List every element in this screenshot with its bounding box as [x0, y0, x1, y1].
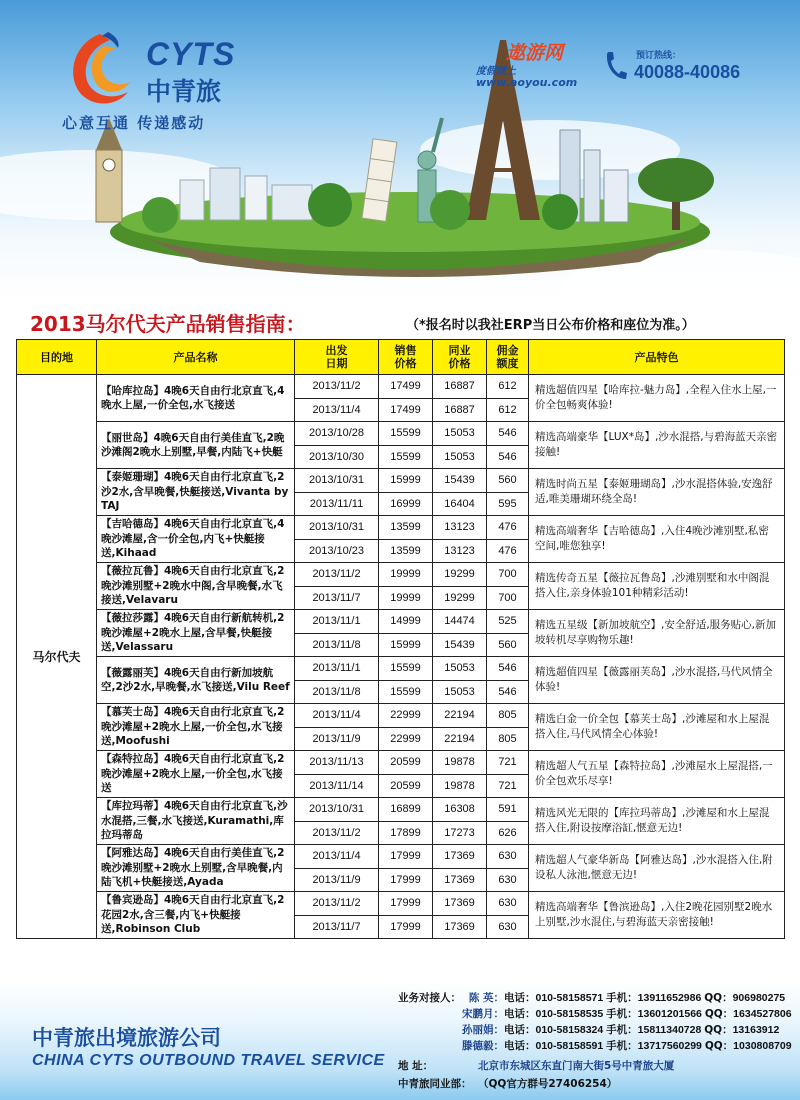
product-name-cell: 【泰姬珊瑚】4晚6天自由行北京直飞,2沙2水,含早晚餐,快艇接送,Vivanta by TAJ	[97, 469, 295, 516]
commission-cell: 525	[487, 610, 529, 634]
peer-price-cell: 17369	[433, 868, 487, 892]
header-banner	[0, 0, 800, 300]
contact-phone: 010-58158324	[535, 1024, 607, 1036]
product-name-cell: 【吉哈德岛】4晚6天自由行北京直飞,4晚沙滩屋,含一价全包,内飞+快艇接送,Kihaad	[97, 516, 295, 563]
product-name-cell: 【哈库拉岛】4晚6天自由行北京直飞,4晚水上屋,一价全包,水飞接送	[97, 375, 295, 422]
slogan: 心意互通 传递感动	[62, 114, 206, 132]
phone-icon	[602, 50, 628, 84]
product-feature-cell: 精选超值四星【哈库拉-魅力岛】,全程入住水上屋,一价全包畅爽体验!	[529, 375, 785, 422]
sale-price-cell: 19999	[379, 563, 433, 587]
skyscraper	[604, 170, 628, 222]
phone-label: 电话：	[504, 992, 536, 1004]
contact-name: 滕德毅：	[462, 1040, 504, 1052]
product-feature-cell: 精选风光无限的【库拉玛蒂岛】,沙滩屋和水上屋混搭入住,附设按摩浴缸,惬意无边!	[529, 798, 785, 845]
tree-shape	[542, 194, 578, 230]
aoyou-tagline: 度假就上	[476, 66, 516, 77]
sale-price-cell: 17499	[379, 398, 433, 422]
header-sale-price: 销售 价格	[379, 340, 433, 375]
commission-cell: 476	[487, 539, 529, 563]
departure-date-cell: 2013/11/1	[295, 610, 379, 634]
product-name-cell: 【丽世岛】4晚6天自由行美佳直飞,2晚沙滩阁2晚水上别墅,早餐,内陆飞+快艇	[97, 422, 295, 469]
sale-price-cell: 15599	[379, 422, 433, 446]
sale-price-cell: 22999	[379, 704, 433, 728]
contact-row	[398, 1038, 792, 1053]
tree-shape	[142, 197, 178, 233]
qq-label: QQ：	[704, 1040, 734, 1052]
peer-price-cell: 22194	[433, 704, 487, 728]
contact-phone: 010-58158591	[535, 1040, 607, 1052]
contact-qq: 906980275	[732, 992, 786, 1004]
contact-mobile: 13717560299	[637, 1040, 705, 1052]
product-feature-cell: 精选高端豪华【LUX*岛】,沙水混搭,与碧海蓝天亲密接触!	[529, 422, 785, 469]
phone-label: 电话：	[504, 1040, 536, 1052]
aoyou-brand: 遨游网	[506, 42, 564, 64]
product-name-cell: 【库拉玛蒂】4晚6天自由行北京直飞,沙水混搭,三餐,水飞接送,Kuramathi,库拉玛蒂岛	[97, 798, 295, 845]
table-row	[17, 845, 785, 869]
baobab-canopy	[638, 158, 714, 202]
table-row	[17, 375, 785, 399]
mobile-label: 手机：	[606, 992, 638, 1004]
peer-price-cell: 17369	[433, 845, 487, 869]
tree-shape	[308, 183, 352, 227]
departure-date-cell: 2013/11/13	[295, 751, 379, 775]
product-feature-cell: 精选高端奢华【吉哈德岛】,入住4晚沙滩别墅,私密空间,唯您独享!	[529, 516, 785, 563]
aoyou-promo	[468, 38, 788, 96]
sale-price-cell: 15599	[379, 680, 433, 704]
sale-price-cell: 14999	[379, 610, 433, 634]
hotline-label: 预订热线：	[636, 51, 682, 61]
sale-price-cell: 15999	[379, 633, 433, 657]
sale-price-cell: 15999	[379, 469, 433, 493]
peer-price-cell: 15439	[433, 633, 487, 657]
commission-cell: 546	[487, 445, 529, 469]
sale-price-cell: 17899	[379, 821, 433, 845]
group-label: 中青旅同业部：	[398, 1078, 472, 1090]
table-row	[17, 751, 785, 775]
table-header-row	[17, 340, 785, 375]
departure-date-cell: 2013/11/2	[295, 821, 379, 845]
peer-price-cell: 17369	[433, 915, 487, 939]
group-value: （QQ官方群号27406254）	[478, 1078, 618, 1090]
peer-price-cell: 19878	[433, 751, 487, 775]
table-row	[17, 610, 785, 634]
product-name-cell: 【薇露丽芙】4晚6天自由行新加坡航空,2沙2水,早晚餐,水飞接送,Vilu Reef	[97, 657, 295, 704]
address-row	[398, 1058, 674, 1073]
peer-price-cell: 16308	[433, 798, 487, 822]
table-row	[17, 657, 785, 681]
sale-price-cell: 17999	[379, 868, 433, 892]
phone-label: 电话：	[504, 1024, 536, 1036]
commission-cell: 595	[487, 492, 529, 516]
commission-cell: 612	[487, 398, 529, 422]
product-feature-cell: 精选超人气豪华新岛【阿雅达岛】,沙水混搭入住,附设私人泳池,惬意无边!	[529, 845, 785, 892]
building-shape	[210, 168, 240, 220]
departure-date-cell: 2013/11/8	[295, 633, 379, 657]
commission-cell: 700	[487, 563, 529, 587]
commission-cell: 476	[487, 516, 529, 540]
sale-price-cell: 19999	[379, 586, 433, 610]
peer-price-cell: 13123	[433, 539, 487, 563]
sale-price-cell: 17999	[379, 892, 433, 916]
hotline-number[interactable]: 40088-40086	[634, 62, 741, 82]
sale-price-cell: 22999	[379, 727, 433, 751]
header-product: 产品名称	[97, 340, 295, 375]
departure-date-cell: 2013/10/31	[295, 798, 379, 822]
header-destination: 目的地	[17, 340, 97, 375]
departure-date-cell: 2013/11/2	[295, 563, 379, 587]
product-name-cell: 【森特拉岛】4晚6天自由行北京直飞,2晚沙滩屋+2晚水上屋,一价全包,水飞接送	[97, 751, 295, 798]
contact-name: 宋鹏月：	[462, 1008, 504, 1020]
product-name-cell: 【慕芙士岛】4晚6天自由行北京直飞,2晚沙滩屋+2晚水上屋,一价全包,水飞接送,Moofushi	[97, 704, 295, 751]
product-table	[16, 339, 785, 939]
peer-price-cell: 15053	[433, 657, 487, 681]
aoyou-url[interactable]: www.aoyou.com	[476, 76, 578, 89]
commission-cell: 721	[487, 751, 529, 775]
destination-cell: 马尔代夫	[17, 375, 97, 939]
big-ben-clock	[103, 159, 115, 171]
contact-mobile: 13601201566	[637, 1008, 705, 1020]
contact-name: 陈 英：	[468, 992, 504, 1004]
qq-label: QQ：	[704, 1024, 733, 1036]
header-date: 出发 日期	[295, 340, 379, 375]
product-feature-cell: 精选超值四星【薇露丽芙岛】,沙水混搭,马代风情全体验!	[529, 657, 785, 704]
sale-price-cell: 16899	[379, 798, 433, 822]
page-title: 2013马尔代夫产品销售指南：	[30, 312, 306, 336]
product-feature-cell: 精选传奇五星【薇拉瓦鲁岛】,沙滩别墅和水中阁混搭入住,亲身体验101种精彩活动!	[529, 563, 785, 610]
contact-qq: 1030808709	[733, 1040, 792, 1052]
contact-phone: 010-58158571	[535, 992, 607, 1004]
commission-cell: 630	[487, 915, 529, 939]
peer-price-cell: 15053	[433, 680, 487, 704]
commission-cell: 626	[487, 821, 529, 845]
product-name-cell: 【阿雅达岛】4晚6天自由行美佳直飞,2晚沙滩别墅+2晚水上别墅,含早晚餐,内陆飞机+快艇接送,Ayada	[97, 845, 295, 892]
peer-price-cell: 15053	[433, 422, 487, 446]
peer-price-cell: 15439	[433, 469, 487, 493]
departure-date-cell: 2013/10/23	[295, 539, 379, 563]
departure-date-cell: 2013/10/30	[295, 445, 379, 469]
sale-price-cell: 17499	[379, 375, 433, 399]
peer-price-cell: 19299	[433, 563, 487, 587]
qq-label: QQ：	[704, 1008, 734, 1020]
header-commission: 佣金 额度	[487, 340, 529, 375]
peer-price-cell: 22194	[433, 727, 487, 751]
footer	[0, 982, 800, 1100]
skyscraper	[584, 150, 600, 222]
commission-cell: 630	[487, 845, 529, 869]
sale-price-cell: 16999	[379, 492, 433, 516]
departure-date-cell: 2013/11/4	[295, 845, 379, 869]
phone-label: 电话：	[504, 1008, 536, 1020]
product-feature-cell: 精选时尚五星【泰姬珊瑚岛】,沙水混搭体验,安逸舒适,唯美珊瑚环绕全岛!	[529, 469, 785, 516]
qq-label: QQ：	[704, 992, 733, 1004]
peer-price-cell: 19878	[433, 774, 487, 798]
contact-phone: 010-58158535	[535, 1008, 607, 1020]
departure-date-cell: 2013/11/2	[295, 892, 379, 916]
peer-price-cell: 16887	[433, 375, 487, 399]
departure-date-cell: 2013/11/7	[295, 586, 379, 610]
table-row	[17, 892, 785, 916]
company-name-en: CHINA CYTS OUTBOUND TRAVEL SERVICE	[32, 1052, 385, 1069]
sale-price-cell: 15599	[379, 657, 433, 681]
departure-date-cell: 2013/11/1	[295, 657, 379, 681]
contact-label: 业务对接人：	[398, 992, 461, 1004]
contact-mobile: 15811340728	[637, 1024, 705, 1036]
sale-price-cell: 20599	[379, 751, 433, 775]
contact-name: 孙丽娟：	[462, 1024, 504, 1036]
peer-price-cell: 15053	[433, 445, 487, 469]
product-name-cell: 【薇拉瓦鲁】4晚6天自由行北京直飞,2晚沙滩别墅+2晚水中阁,含早晚餐,水飞接送,Velavaru	[97, 563, 295, 610]
title-row	[30, 308, 800, 338]
sale-price-cell: 15599	[379, 445, 433, 469]
logo-english: CYTS	[146, 36, 236, 72]
departure-date-cell: 2013/11/2	[295, 375, 379, 399]
peer-price-cell: 17273	[433, 821, 487, 845]
mobile-label: 手机：	[606, 1040, 638, 1052]
contact-qq: 13163912	[732, 1024, 780, 1036]
product-name-cell: 【鲁宾逊岛】4晚6天自由行北京直飞,2花园2水,含三餐,内飞+快艇接送,Robinson Club	[97, 892, 295, 939]
tree-shape	[430, 190, 470, 230]
mobile-label: 手机：	[606, 1024, 638, 1036]
cyts-logo-icon	[58, 28, 142, 112]
table-row	[17, 798, 785, 822]
product-feature-cell: 精选五星级【新加坡航空】,安全舒适,服务贴心,新加坡转机尽享购物乐趣!	[529, 610, 785, 657]
departure-date-cell: 2013/11/9	[295, 868, 379, 892]
commission-cell: 805	[487, 704, 529, 728]
sale-price-cell: 17999	[379, 915, 433, 939]
table-row	[17, 516, 785, 540]
product-feature-cell: 精选超人气五星【森特拉岛】,沙滩屋水上屋混搭,一价全包欢乐尽享!	[529, 751, 785, 798]
building-shape	[180, 180, 204, 220]
departure-date-cell: 2013/10/31	[295, 469, 379, 493]
departure-date-cell: 2013/11/4	[295, 398, 379, 422]
departure-date-cell: 2013/11/11	[295, 492, 379, 516]
contact-mobile: 13911652986	[637, 992, 705, 1004]
commission-cell: 546	[487, 680, 529, 704]
departure-date-cell: 2013/10/31	[295, 516, 379, 540]
building-shape	[272, 185, 312, 220]
peer-price-cell: 17369	[433, 892, 487, 916]
commission-cell: 546	[487, 657, 529, 681]
address-value: 北京市东城区东直门南大街5号中青旅大厦	[478, 1060, 675, 1072]
commission-cell: 560	[487, 469, 529, 493]
sale-price-cell: 13599	[379, 539, 433, 563]
commission-cell: 546	[487, 422, 529, 446]
commission-cell: 591	[487, 798, 529, 822]
peer-price-cell: 16887	[433, 398, 487, 422]
departure-date-cell: 2013/11/7	[295, 915, 379, 939]
group-row	[398, 1076, 617, 1091]
departure-date-cell: 2013/11/14	[295, 774, 379, 798]
departure-date-cell: 2013/11/8	[295, 680, 379, 704]
company-name-cn: 中青旅出境旅游公司	[32, 1026, 221, 1050]
peer-price-cell: 16404	[433, 492, 487, 516]
commission-cell: 630	[487, 868, 529, 892]
commission-cell: 700	[487, 586, 529, 610]
table-row	[17, 704, 785, 728]
address-label: 地 址：	[398, 1060, 434, 1072]
product-feature-cell: 精选白金一价全包【慕芙士岛】,沙滩屋和水上屋混搭入住,马代风情全心体验!	[529, 704, 785, 751]
sale-price-cell: 20599	[379, 774, 433, 798]
peer-price-cell: 14474	[433, 610, 487, 634]
commission-cell: 630	[487, 892, 529, 916]
header-peer-price: 同业 价格	[433, 340, 487, 375]
departure-date-cell: 2013/11/4	[295, 704, 379, 728]
table-row	[17, 469, 785, 493]
commission-cell: 560	[487, 633, 529, 657]
price-note: （*报名时以我社ERP当日公布价格和座位为准。）	[406, 318, 695, 333]
contact-row	[398, 990, 785, 1005]
building-shape	[245, 176, 267, 220]
peer-price-cell: 19299	[433, 586, 487, 610]
contact-row	[398, 1006, 792, 1021]
commission-cell: 721	[487, 774, 529, 798]
logo-chinese: 中青旅	[146, 77, 222, 106]
departure-date-cell: 2013/10/28	[295, 422, 379, 446]
commission-cell: 805	[487, 727, 529, 751]
product-name-cell: 【薇拉莎露】4晚6天自由行新航转机,2晚沙滩屋+2晚水上屋,含早餐,快艇接送,Velassaru	[97, 610, 295, 657]
sale-price-cell: 13599	[379, 516, 433, 540]
product-feature-cell: 精选高端奢华【鲁滨逊岛】,入住2晚花园别墅2晚水上别墅,沙水混住,与碧海蓝天亲密接触!	[529, 892, 785, 939]
departure-date-cell: 2013/11/9	[295, 727, 379, 751]
contact-row	[398, 1022, 779, 1037]
header-feature: 产品特色	[529, 340, 785, 375]
table-row	[17, 563, 785, 587]
mobile-label: 手机：	[606, 1008, 638, 1020]
peer-price-cell: 13123	[433, 516, 487, 540]
table-row	[17, 422, 785, 446]
commission-cell: 612	[487, 375, 529, 399]
contact-qq: 1634527806	[733, 1008, 792, 1020]
table-body	[17, 375, 785, 939]
sale-price-cell: 17999	[379, 845, 433, 869]
